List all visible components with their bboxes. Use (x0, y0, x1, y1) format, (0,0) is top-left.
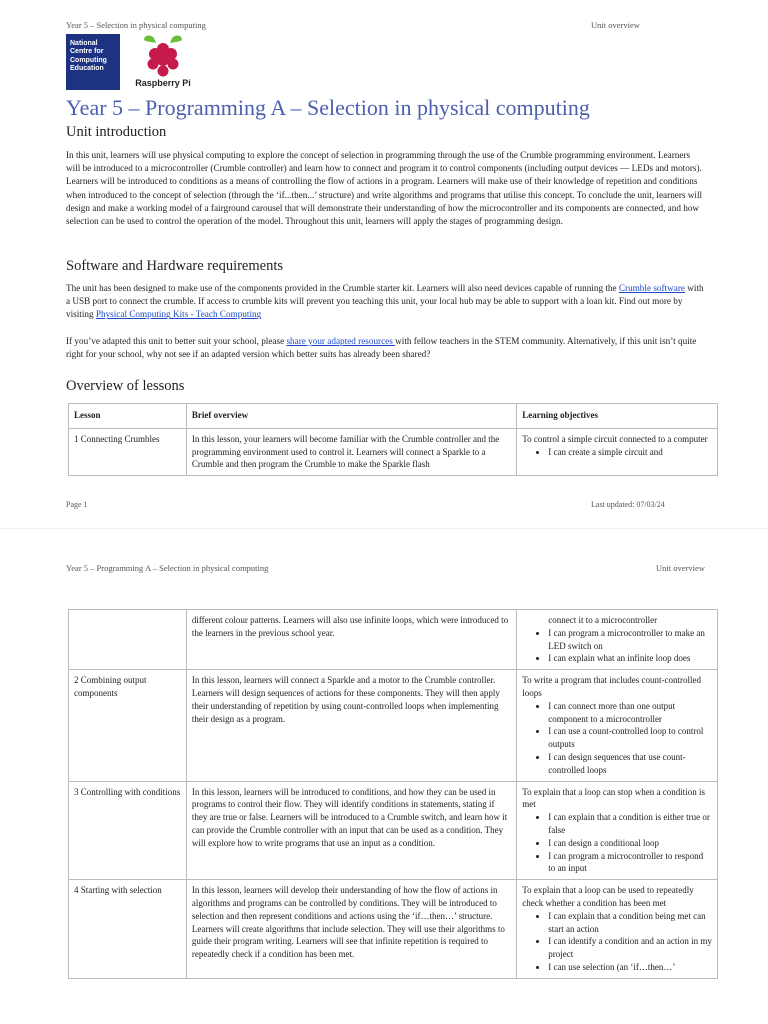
table-row (69, 428, 718, 475)
objectives-cell (517, 880, 718, 979)
table-header-lesson: Lesson (69, 404, 187, 429)
ncce-logo-line: Education (70, 64, 104, 72)
ncce-logo-line: National (70, 40, 98, 47)
objective-title: To control a simple circuit connected to a computer (522, 433, 708, 444)
objectives-cell (517, 670, 718, 781)
lesson-cell: 1 Connecting Crumbles (69, 428, 187, 475)
objective-bullet: • I can program a microcontroller to make an LED switch on (548, 627, 712, 653)
software-text-2: with a USB port to connect the crumble. If access to crumble kits will prevent you teaching this unit, your local hub may be able to support with a loan kit. Find out more by visiting (66, 283, 704, 320)
objectives-cell (517, 781, 718, 880)
objective-bullet: • I can design a conditional loop (548, 837, 712, 850)
objective-bullet: • I can explain that a condition is either true or false (548, 811, 712, 837)
adapted-paragraph (66, 335, 706, 361)
objective-bullet: • I can connect more than one output component to a microcontroller (548, 700, 712, 726)
objective-title: To explain that a loop can be used to repeatedly check whether a condition has been met (522, 885, 694, 908)
objective-bullet: • I can use selection (an ‘if…then…’ (548, 961, 712, 974)
objective-bullet: • I can explain what an infinite loop does (548, 652, 712, 665)
lessons-table-page1 (68, 403, 718, 476)
table-row (69, 781, 718, 880)
lesson-cell: 3 Controlling with conditions (69, 781, 187, 880)
software-heading: Software and Hardware requirements (66, 258, 284, 274)
table-header-overview: Brief overview (186, 404, 516, 429)
lesson-cell: 2 Combining output components (69, 670, 187, 781)
objective-bullet: • I can program a microcontroller to respond to an input (548, 850, 712, 876)
overview-cell: different colour patterns. Learners will also use infinite loops, which were introduced to the learners in the previous school year. (186, 610, 516, 670)
lesson-cell: 4 Starting with selection (69, 880, 187, 979)
objectives-cell (517, 610, 718, 670)
page-header-left: Year 5 – Selection in physical computing (66, 20, 206, 30)
adapted-text-2: with fellow teachers in the STEM community. Alternatively, if this unit isn’t quite right for your school, why not see if an adapted version which better suits has already been shared? (66, 336, 697, 360)
page-divider (0, 528, 768, 529)
ncce-logo-line: Centre for (70, 48, 104, 56)
overview-cell: In this lesson, your learners will become familiar with the Crumble controller and the programming environment used to control it. Learners will connect a Sparkle to a Crumble and then program the Crumble to make the Sparkle flash (186, 428, 516, 475)
footer-page-number: Page 1 (66, 500, 88, 509)
table-row (69, 670, 718, 781)
objective-continuation: connect it to a microcontroller (548, 615, 658, 625)
overview-heading: Overview of lessons (66, 378, 185, 394)
physical-computing-kits-link[interactable]: Physical Computing Kits - Teach Computing (95, 309, 262, 320)
share-adapted-resources-link[interactable]: share your adapted resources (286, 336, 396, 346)
software-paragraph (66, 282, 706, 322)
overview-cell: In this lesson, learners will be introduced to conditions, and how they can be used in programs to control their flow. They will identify conditions in statements, stating if they are true or false. Learners will be introduced to a Crumble switch, and learn how it can provide the Crumble controller with an input that can be used as a condition. They will explore how to write programs that use an input as a condition. (186, 781, 516, 880)
page-header-right: Unit overview (591, 20, 640, 30)
objective-bullet: • I can design sequences that use count-controlled loops (548, 751, 712, 777)
ncce-logo-line: Computing (70, 56, 107, 64)
software-text-1: The unit has been designed to make use of the components provided in the Crumble starter kit. Learners will also need devices capable of running the (66, 283, 617, 293)
table-row (69, 610, 718, 670)
footer-last-updated: Last updated: 07/03/24 (591, 500, 665, 509)
lesson-cell (69, 610, 187, 670)
objective-bullet: • I can create a simple circuit and (548, 446, 712, 459)
page2-header-left: Year 5 – Programming A – Selection in physical computing (66, 563, 269, 573)
ncce-logo (66, 34, 120, 90)
table-header-objectives: Learning objectives (517, 404, 718, 429)
adapted-text-1: If you’ve adapted this unit to better suit your school, please (66, 336, 287, 346)
overview-cell: In this lesson, learners will develop their understanding of how the flow of actions in algorithms and programs can be controlled by conditions. They will be introduced to selection and then represent conditions and actions using the ‘if…then…’ structure. Learners will create algorithms that include selection. They will use their algorithms to guide their program writing. Learners will see that infinite repetition is required to repeatedly check if a condition has been met. (186, 880, 516, 979)
table-row (69, 880, 718, 979)
crumble-software-link[interactable]: Crumble software (618, 283, 685, 293)
objective-title: To explain that a loop can stop when a condition is met (522, 786, 706, 810)
page-title: Year 5 – Programming A – Selection in physical computing (66, 95, 590, 120)
objectives-cell (517, 428, 718, 475)
objective-bullet: • I can explain that a condition being met can start an action (548, 910, 712, 936)
objective-bullet: • I can identify a condition and an action in my project (548, 935, 712, 961)
unit-intro-heading: Unit introduction (66, 124, 167, 140)
page2-header-right: Unit overview (656, 563, 705, 573)
overview-cell: In this lesson, learners will connect a Sparkle and a motor to the Crumble controller. Learners will design sequences of actions for these components. They will then apply their understanding of repetition by using count-controlled loops when implementing their design as a program. (186, 670, 516, 781)
objective-bullet: • I can use a count-controlled loop to control outputs (548, 725, 712, 751)
lessons-table-page2 (68, 609, 718, 979)
raspberry-pi-logo-label: Raspberry Pi (135, 78, 191, 88)
unit-intro-text: In this unit, learners will use physical computing to explore the concept of selection in programming through the use of the Crumble programming environment. Learners will be introduced to a microcontroller (Crumble controller) and learn how to connect and program it to control components (including output devices — LEDs and motors). Learners will be introduced to conditions as a means of controlling the flow of actions in a program. Learners will make use of their knowledge of repetition and conditions when introduced to the concept of selection (through the ‘if...then...’ structure) and write algorithms and programs that utilise this concept. To conclude the unit, learners will design and make a working model of a fairground carousel that will demonstrate their understanding of how the microcontroller and its components are connected, and how selection can be used to control the operation of the model. Throughout this unit, learners will apply the stages of programming design. (66, 150, 703, 227)
objective-title: To write a program that includes count-controlled loops (522, 675, 702, 698)
